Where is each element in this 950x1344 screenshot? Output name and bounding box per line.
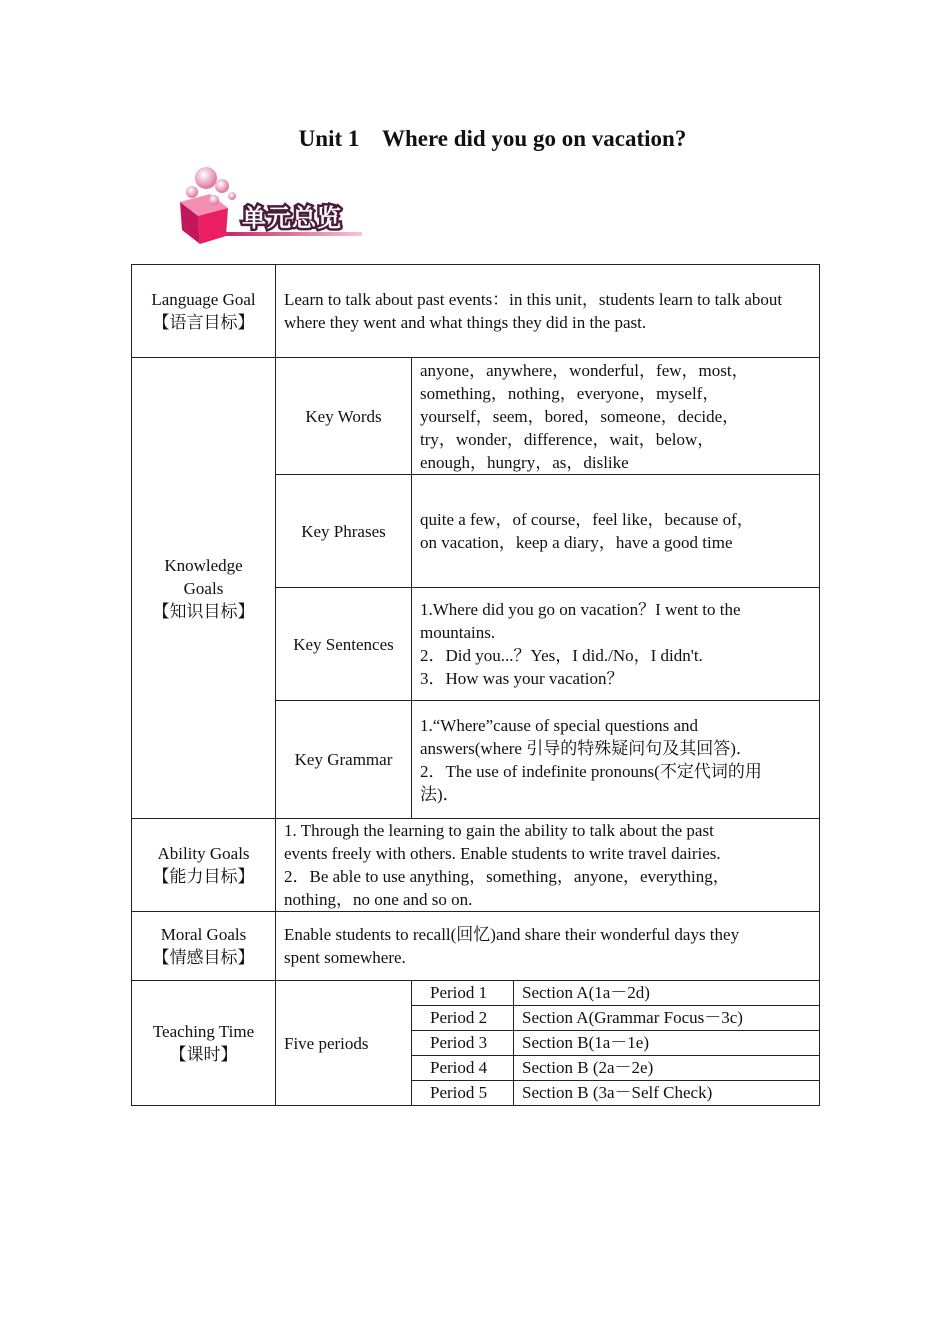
period-row: Period 3 Section B(1a－1e) bbox=[412, 1031, 819, 1056]
key-words-label: Key Words bbox=[276, 358, 412, 475]
period-row: Period 5 Section B (3a－Self Check) bbox=[412, 1081, 819, 1105]
teaching-time-row bbox=[132, 981, 820, 1106]
periods-list bbox=[412, 981, 819, 1105]
period-row: Period 2 Section A(Grammar Focus－3c) bbox=[412, 1006, 819, 1031]
key-words-row bbox=[132, 358, 820, 475]
key-sentences-label: Key Sentences bbox=[276, 588, 412, 701]
unit-overview-banner bbox=[172, 164, 364, 246]
ability-goals-label: Ability Goals 【能力目标】 bbox=[132, 819, 276, 912]
key-words-content: anyone，anywhere，wonderful，few，most， something，nothing，everyone，myself， yourself，seem，bored，someone，decide， try，wonder，difference，wait，below， enough，hungry，as，dislike bbox=[412, 358, 820, 475]
period-row: Period 4 Section B (2a－2e) bbox=[412, 1056, 819, 1081]
moral-goals-content: Enable students to recall(回忆)and share their wonderful days they spent somewhere. bbox=[276, 912, 820, 981]
banner-title: 单元总览 bbox=[242, 204, 342, 232]
language-goal-row bbox=[132, 265, 820, 358]
ability-goals-row bbox=[132, 819, 820, 912]
language-goal-label: Language Goal 【语言目标】 bbox=[132, 265, 276, 358]
moral-goals-row bbox=[132, 912, 820, 981]
period-row: Period 1 Section A(1a－2d) bbox=[412, 981, 819, 1006]
teaching-time-summary: Five periods bbox=[276, 981, 412, 1106]
key-phrases-label: Key Phrases bbox=[276, 475, 412, 588]
key-phrases-content: quite a few，of course，feel like，because of， on vacation，keep a diary，have a good time bbox=[412, 475, 820, 588]
page-title: Unit 1 Where did you go on vacation? bbox=[298, 126, 687, 151]
key-grammar-content: 1.“Where”cause of special questions and answers(where 引导的特殊疑问句及其回答)． 2．The use of indefinite pronouns(不定代词的用 法)． bbox=[412, 701, 820, 819]
key-grammar-label: Key Grammar bbox=[276, 701, 412, 819]
ability-goals-content: 1. Through the learning to gain the ability to talk about the past events freely with others. Enable students to write travel dairies. 2．Be able to use anything，something，anyone，everything， nothing，no one and so on. bbox=[276, 819, 820, 912]
teaching-time-label: Teaching Time 【课时】 bbox=[132, 981, 276, 1106]
periods-cell bbox=[412, 981, 820, 1106]
key-sentences-content: 1.Where did you go on vacation？I went to the mountains. 2．Did you...？Yes，I did./No，I didn't. 3．How was your vacation？ bbox=[412, 588, 820, 701]
language-goal-content: Learn to talk about past events：in this unit，students learn to talk about where they went and what things they did in the past. bbox=[276, 265, 820, 358]
unit-overview-table bbox=[131, 264, 820, 1106]
moral-goals-label: Moral Goals 【情感目标】 bbox=[132, 912, 276, 981]
knowledge-goals-label: Knowledge Goals 【知识目标】 bbox=[132, 358, 276, 819]
